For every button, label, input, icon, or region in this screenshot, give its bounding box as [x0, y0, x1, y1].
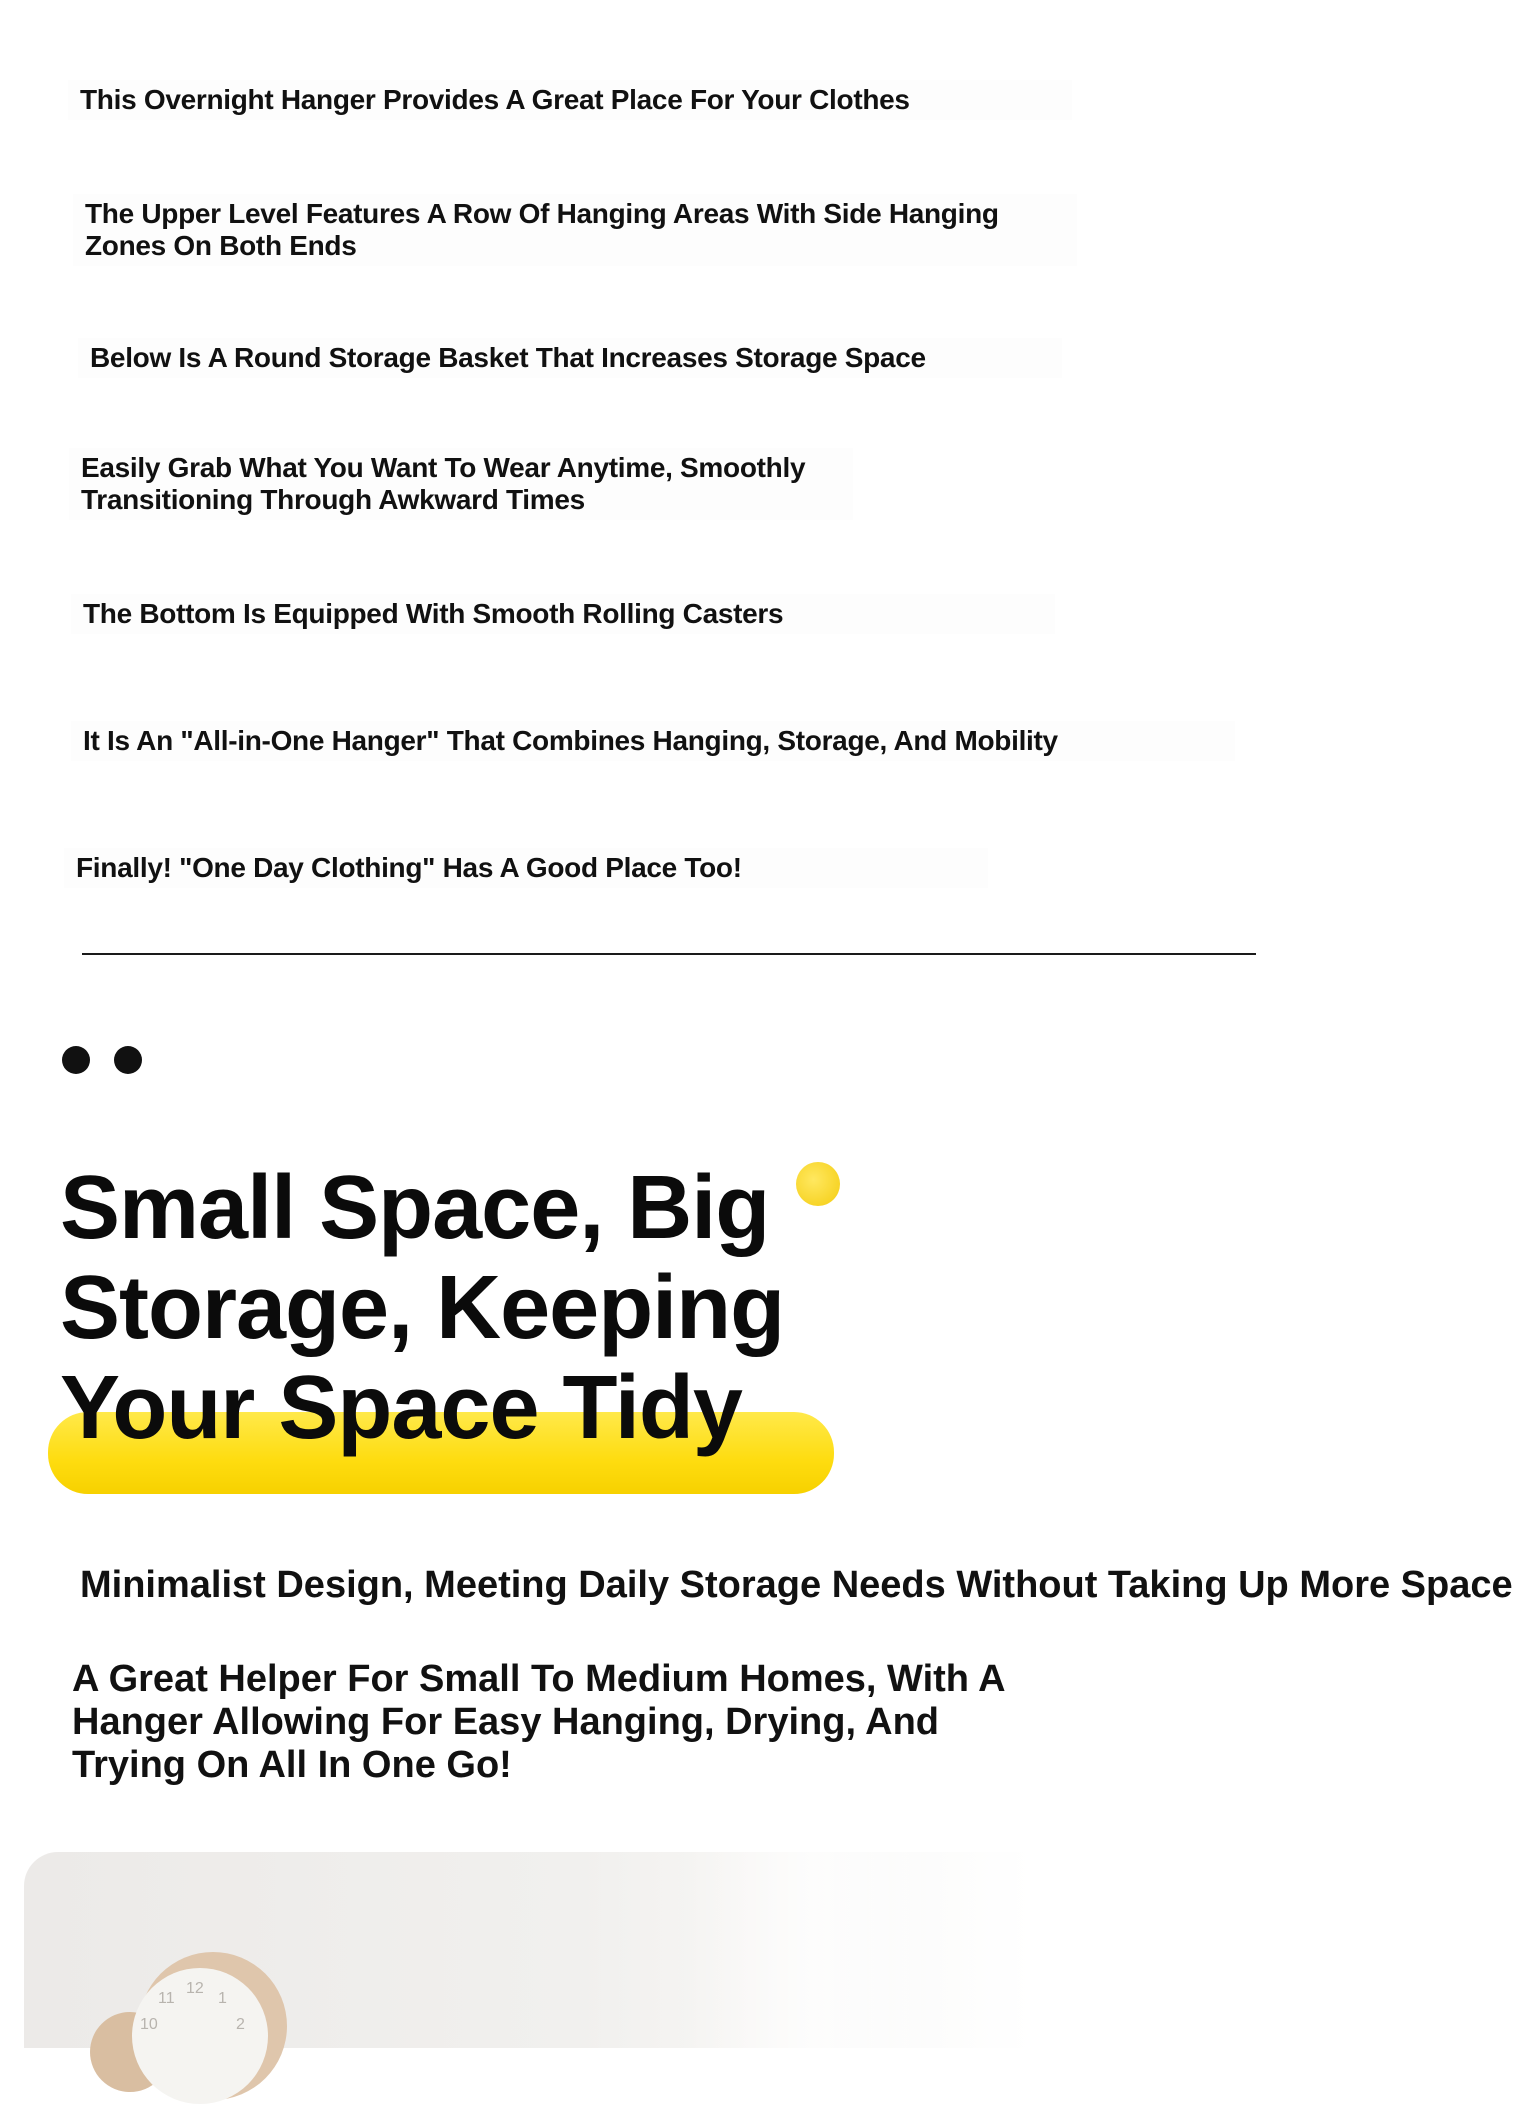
subheading: Minimalist Design, Meeting Daily Storage Needs Without Taking Up More Space: [80, 1564, 1513, 1606]
feature-line-2: The Upper Level Features A Row Of Hanging Areas With Side Hanging Zones On Both Ends: [73, 194, 1077, 266]
feature-line-6: It Is An "All-in-One Hanger" That Combines Hanging, Storage, And Mobility: [71, 721, 1235, 761]
feature-line-1: This Overnight Hanger Provides A Great Place For Your Clothes: [68, 80, 1072, 120]
photo-light-panel: [684, 1852, 944, 2048]
feature-line-4: Easily Grab What You Want To Wear Anytime, Smoothly Transitioning Through Awkward Times: [69, 448, 853, 520]
dot-indicator-icon: [114, 1046, 142, 1074]
clock-number: 2: [236, 2016, 245, 2033]
product-photo: [24, 1852, 1034, 2048]
feature-line-5: The Bottom Is Equipped With Smooth Rolling Casters: [71, 594, 1055, 634]
feature-line-3: Below Is A Round Storage Basket That Increases Storage Space: [78, 338, 1062, 378]
clock-face: [132, 1968, 268, 2104]
description: A Great Helper For Small To Medium Homes, With A Hanger Allowing For Easy Hanging, Drying, And Trying On All In One Go!: [72, 1658, 1005, 1786]
clock-number: 11: [158, 1990, 175, 2007]
clock-number: 1: [218, 1990, 227, 2007]
feature-line-7: Finally! "One Day Clothing" Has A Good Place Too!: [64, 848, 988, 888]
dot-indicator-icon: [62, 1046, 90, 1074]
clock-number: 12: [186, 1980, 204, 1997]
page-headline: Small Space, Big Storage, Keeping Your Space Tidy: [60, 1158, 785, 1458]
clock-number: 10: [140, 2016, 158, 2033]
divider-line: [82, 953, 1256, 955]
